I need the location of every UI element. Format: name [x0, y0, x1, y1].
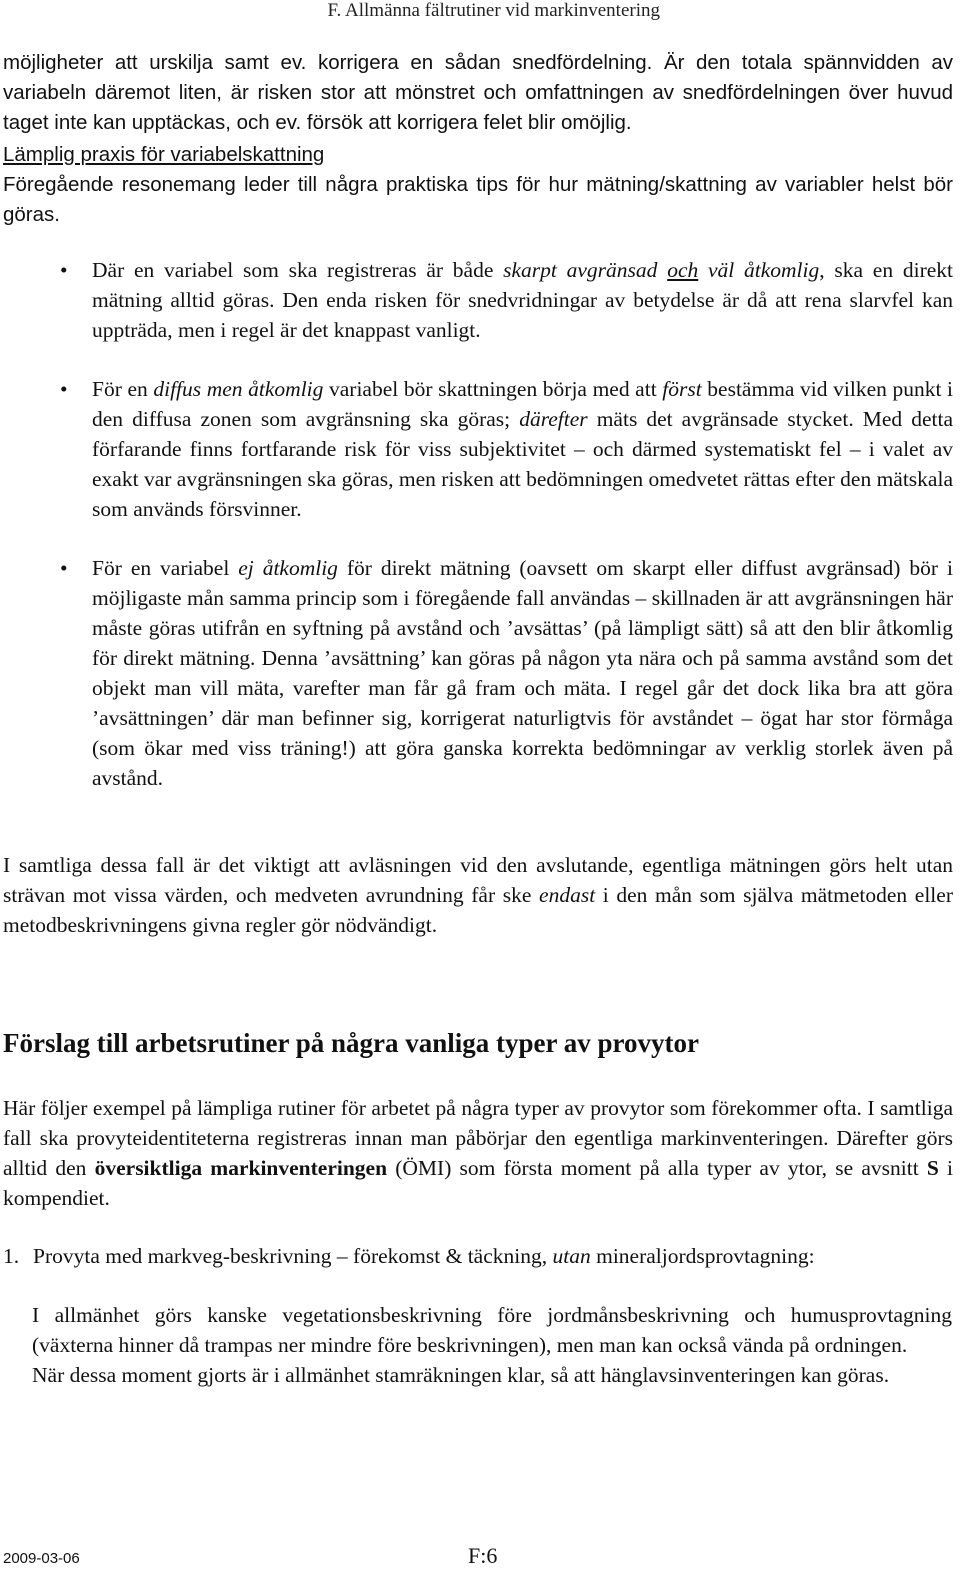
bullet-item: [60, 553, 953, 793]
text: för direkt mätning (oavsett om skarpt eller diffust avgränsad) bör i möjligaste mån samma princip som i föregående fall användas – skillnaden är att avgränsningen här måste göras utifrån en syftning på avstånd och ’avsättas’ (på lämpligt sätt) så att den blir åtkomlig för direkt mätning. Denna ’avsättning’ kan göras på någon yta nära och på samma avstånd som det objekt man vill mäta, varefter man får gå fram och mäta. I regel går det dock lika bra att göra ’avsättningen’ där man befinner sig, korrigerat naturligtvis för avståndet – ögat har stor förmåga (som ökar med viss träning!) att göra ganska korrekta bedömningar av verklig storlek även på avstånd.: [92, 556, 953, 790]
bullet-marker: •: [60, 258, 68, 282]
emphasis: skarpt avgränsad: [503, 258, 658, 282]
text: Där en variabel som ska registreras är både: [92, 258, 504, 282]
text: mäts det avgränsade stycket. Med detta förfarande finns fortfarande risk för viss subjektivitet – och därmed systematiskt fel – i valet av exakt var avgränsningen ska göras, men risken att bedömningen omedvetet rättas efter den mätskala som används försvinner.: [92, 407, 953, 521]
section-intro: [3, 1093, 953, 1213]
summary-paragraph: [3, 850, 953, 940]
emphasis: först: [662, 377, 702, 401]
bullet-item: [60, 255, 953, 345]
bullet-marker: •: [60, 556, 68, 580]
numbered-item-body: [32, 1300, 952, 1390]
emphasis: ej åtkomlig: [238, 556, 338, 580]
numbered-item-heading: [3, 1241, 953, 1271]
footer-date: 2009-03-06: [3, 1550, 80, 1567]
emphasis: väl åtkomlig: [698, 258, 820, 282]
emphasis: diffus men åtkomlig: [153, 377, 324, 401]
emphasis: därefter: [519, 407, 588, 431]
section-title: Förslag till arbetsrutiner på några vanliga typer av provytor: [3, 1028, 699, 1058]
section-lead: Föregående resonemang leder till några praktiska tips för hur mätning/skattning av variabler helst bör göras.: [3, 173, 953, 226]
text: variabel bör skattningen börja med att: [323, 377, 663, 401]
text: Provyta med markveg-beskrivning – förekomst & täckning,: [33, 1244, 553, 1268]
running-header: F. Allmänna fältrutiner vid markinventering: [327, 0, 660, 21]
text: [657, 258, 667, 282]
text: i kompendiet.: [3, 1156, 953, 1210]
item-paragraph: I allmänhet görs kanske vegetationsbeskrivning före jordmånsbeskrivning och humusprovtagning (växterna hinner då trampas ner mindre före beskrivningen), men man kan också vända på ordningen.: [32, 1303, 952, 1357]
underlined-emphasis: och: [667, 258, 699, 282]
text: mineraljordsprovtagning:: [590, 1244, 815, 1268]
emphasis: endast: [539, 883, 596, 907]
text: Här följer exempel på lämpliga rutiner för arbetet på några typer av provytor som förekommer ofta. I samtliga fall ska provyteidentiteterna registreras innan man påbörjar den egentliga markinventeringen. Därefter görs alltid den: [3, 1096, 953, 1180]
text: i den mån som själva mätmetoden eller metodbeskrivningens givna regler gör nödvändigt.: [3, 883, 953, 937]
bold-term: S: [926, 1156, 939, 1180]
item-number: 1.: [3, 1244, 20, 1268]
bullet-item: [60, 374, 953, 524]
bold-term: översiktliga markinventeringen: [94, 1156, 388, 1180]
section-heading: Lämplig praxis för variabelskattning: [3, 143, 325, 166]
footer-page-number: F:6: [468, 1543, 498, 1568]
item-paragraph: När dessa moment gjorts är i allmänhet stamräkningen klar, så att hänglavsinventeringen kan göras.: [32, 1363, 890, 1387]
text: bestämma vid vilken punkt i den diffusa zonen som avgränsning ska göras;: [92, 377, 953, 431]
text: (ÖMI) som första moment på alla typer av ytor, se avsnitt: [387, 1156, 927, 1180]
section-variable-estimation: [3, 140, 953, 230]
emphasis: [667, 258, 698, 282]
emphasis: utan: [552, 1244, 591, 1268]
intro-paragraph: möjligheter att urskilja samt ev. korrigera en sådan snedfördelning. Är den totala spännvidden av variabeln däremot liten, är risken stor att mönstret och omfattningen av snedfördelningen över huvud taget inte kan upptäckas, och ev. försök att korrigera felet blir omöjlig.: [3, 51, 953, 134]
bullet-marker: •: [60, 377, 68, 401]
text: I samtliga dessa fall är det viktigt att avläsningen vid den avslutande, egentliga mätningen görs helt utan strävan mot vissa värden, och medveten avrundning får ske: [3, 853, 953, 907]
text: För en variabel: [92, 556, 239, 580]
text: , ska en direkt mätning alltid göras. Den enda risken för snedvridningar av betydelse är då att rena slarvfel kan uppträda, men i regel är det knappast vanligt.: [92, 258, 954, 342]
text: För en: [92, 377, 154, 401]
bullet-list: [60, 255, 953, 822]
